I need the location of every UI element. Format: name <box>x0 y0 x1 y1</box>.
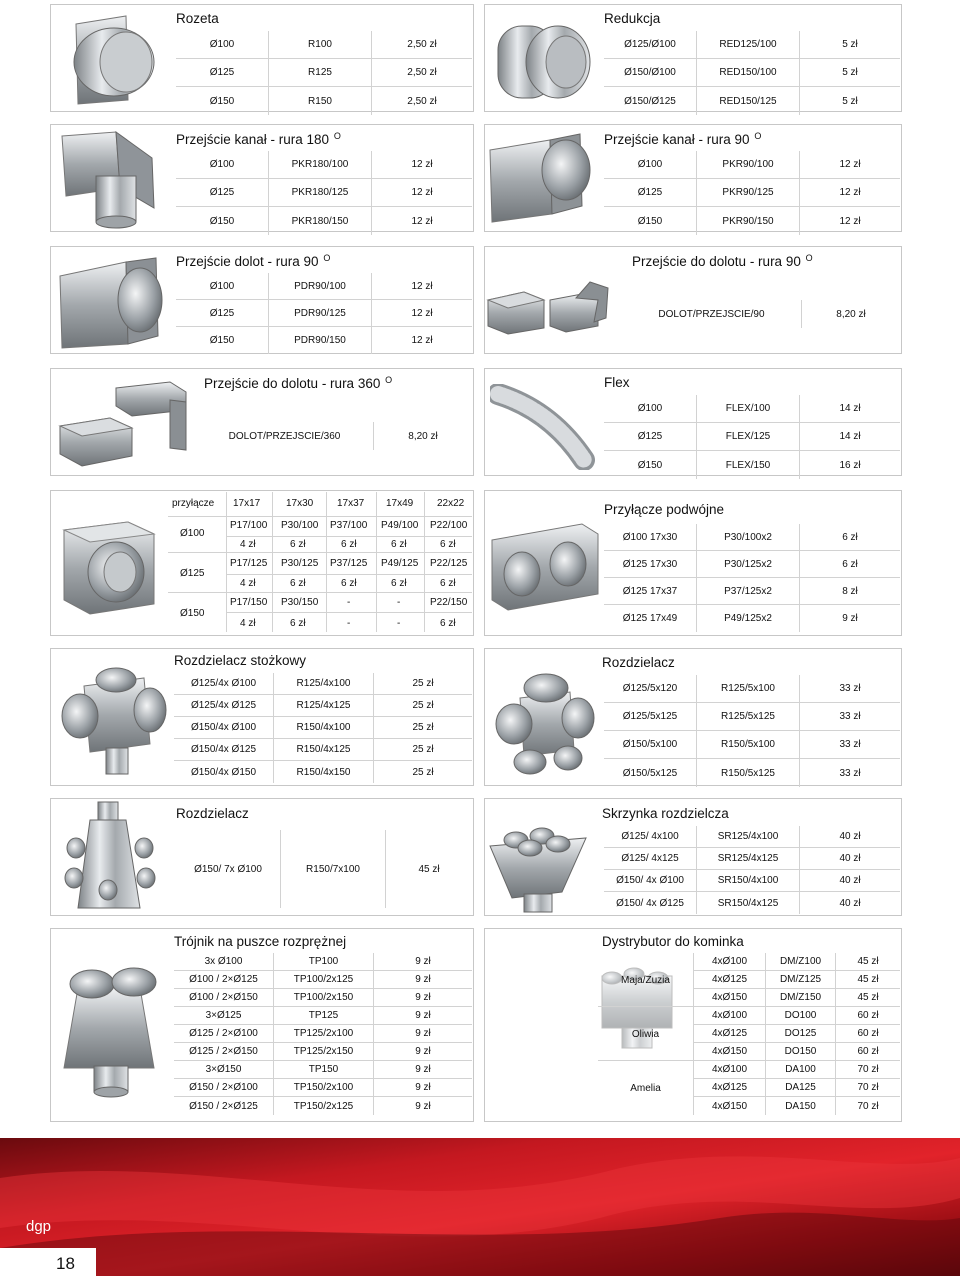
pdr90-cell: PDR90/150 <box>269 327 372 354</box>
pkr180-cell: PKR180/125 <box>269 179 372 206</box>
przylacze-col-header: 17x17 <box>233 498 261 509</box>
dystrybutor-cell: DM/Z150 <box>766 989 836 1006</box>
page-number: 18 <box>0 1248 96 1276</box>
dystrybutor-cell: 45 zł <box>857 992 879 1003</box>
pkr90-table <box>604 151 900 235</box>
przylacze-group-label: Ø125 <box>180 568 205 579</box>
trojnik-cell: Ø125 / 2×Ø150 <box>174 1043 274 1060</box>
rozdzielacz-image <box>488 658 600 780</box>
dystrybutor-group-spacer <box>598 953 694 971</box>
przylacze-col-header: 17x49 <box>386 498 414 509</box>
podwojne-title: Przyłącze podwójne <box>604 502 725 517</box>
pkr90-cell: Ø150 <box>604 207 697 235</box>
dystrybutor-cell: 45 zł <box>836 971 900 989</box>
trojnik-cell: 3x Ø100 <box>174 953 274 970</box>
rozdzielacz-cell: R125/5x125 <box>697 703 800 730</box>
trojnik-title: Trójnik na puszce rozprężnej <box>174 934 347 949</box>
trojnik-cell: TP150/2x125 <box>274 1097 374 1115</box>
dolot360-price: 8,20 zł <box>408 430 438 442</box>
trojnik-cell: 9 zł <box>415 956 431 967</box>
dystrybutor-cell: DA125 <box>766 1079 836 1097</box>
pkr180-cell: PKR180/150 <box>269 207 372 235</box>
stozkowy-cell: 25 zł <box>412 722 434 733</box>
podwojne-cell: 6 zł <box>842 558 858 570</box>
pkr180-cell: Ø100 <box>176 151 269 178</box>
trojnik-image <box>54 948 170 1108</box>
przylacze-col-header: 17x37 <box>337 498 365 509</box>
rozeta-table <box>176 31 472 115</box>
pkr90-image <box>486 130 598 226</box>
redukcja-image <box>488 14 598 108</box>
trojnik-cell: 9 zł <box>415 974 431 985</box>
stozkowy-cell: Ø125/4x Ø100 <box>174 673 274 694</box>
stozkowy-cell: Ø150/4x Ø100 <box>174 717 274 738</box>
dystrybutor-cell: 70 zł <box>836 1061 900 1079</box>
trojnik-cell: 9 zł <box>415 1028 431 1039</box>
rozeta-title: Rozeta <box>176 11 219 26</box>
pkr180-cell: 12 zł <box>411 215 433 227</box>
redukcja-cell: 5 zł <box>842 67 858 78</box>
dystrybutor-cell: DM/Z100 <box>766 953 836 971</box>
stozkowy-cell: R150/4x150 <box>274 761 374 783</box>
rozdzielacz7-title: Rozdzielacz <box>176 806 249 821</box>
skrzynka-cell: SR150/4x125 <box>697 892 800 914</box>
przylacze-price: 4 zł <box>240 618 256 629</box>
przylacze-price: 6 zł <box>290 578 306 589</box>
rozdzielacz-cell: R125/5x100 <box>697 675 800 702</box>
redukcja-cell: RED125/100 <box>697 31 800 58</box>
pkr180-image <box>56 130 168 230</box>
rozeta-cell: Ø150 <box>176 87 269 115</box>
trojnik-cell: TP125/2x100 <box>274 1025 374 1042</box>
dystrybutor-cell: 4xØ125 <box>694 971 766 989</box>
dystrybutor-table <box>598 953 900 1115</box>
flex-cell: Ø125 <box>604 423 697 450</box>
trojnik-cell: 9 zł <box>415 1010 431 1021</box>
przylacze-price: 6 zł <box>290 539 306 550</box>
stozkowy-cell: Ø150/4x Ø125 <box>174 739 274 760</box>
pdr90-title-text: Przejście dolot - rura 90 <box>176 254 319 269</box>
rozeta-cell: R125 <box>269 59 372 86</box>
przylacze-price: 6 zł <box>341 539 357 550</box>
redukcja-cell: 5 zł <box>842 95 858 107</box>
przylacze-price: 4 zł <box>240 539 256 550</box>
trojnik-table <box>174 953 472 1115</box>
rozeta-cell: R150 <box>269 87 372 115</box>
dolot90-title <box>632 253 813 269</box>
pkr180-cell: Ø150 <box>176 207 269 235</box>
przylacze-price: 4 zł <box>240 578 256 589</box>
dystrybutor-cell: 60 zł <box>836 1025 900 1043</box>
przylacze-col-header: 22x22 <box>437 498 465 509</box>
rozdzielacz-cell: Ø125/5x125 <box>604 703 697 730</box>
rozeta-cell: 2,50 zł <box>407 95 437 107</box>
przylacze-price: 6 zł <box>391 578 407 589</box>
dolot360-table <box>196 422 472 450</box>
podwojne-cell: P37/125x2 <box>697 578 800 604</box>
flex-cell: FLEX/100 <box>697 395 800 422</box>
dystrybutor-cell: DO100 <box>766 1007 836 1025</box>
trojnik-cell: 9 zł <box>415 1064 431 1075</box>
trojnik-cell: 9 zł <box>415 1082 431 1093</box>
pdr90-cell: 12 zł <box>411 307 433 319</box>
rozdzielacz-cell: 33 zł <box>839 739 861 750</box>
dystrybutor-cell: DO150 <box>766 1043 836 1060</box>
trojnik-cell: TP125/2x150 <box>274 1043 374 1060</box>
dystrybutor-cell: 4xØ125 <box>694 1079 766 1097</box>
footer-banner <box>0 1138 960 1276</box>
stozkowy-table <box>174 673 472 783</box>
flex-table <box>604 395 900 479</box>
dystrybutor-group-spacer <box>598 1007 694 1025</box>
rozdzielacz7-image <box>60 800 160 916</box>
rozdzielacz-cell: 33 zł <box>839 767 861 779</box>
pdr90-cell: Ø100 <box>176 273 269 299</box>
stozkowy-cell: R125/4x125 <box>274 695 374 716</box>
pdr90-cell: 12 zł <box>411 335 433 346</box>
pdr90-cell: PDR90/100 <box>269 273 372 299</box>
pkr180-cell: 12 zł <box>411 159 433 170</box>
dolot90-table <box>622 300 900 328</box>
przylacze-code: P22/100 <box>430 520 468 531</box>
podwojne-cell: 6 zł <box>842 531 858 543</box>
pkr90-cell: PKR90/125 <box>697 179 800 206</box>
stozkowy-cell: 25 zł <box>412 766 434 778</box>
stozkowy-cell: 25 zł <box>412 678 434 689</box>
trojnik-cell: 3×Ø150 <box>174 1061 274 1078</box>
pdr90-cell: Ø150 <box>176 327 269 354</box>
skrzynka-cell: Ø150/ 4x Ø125 <box>604 892 697 914</box>
stozkowy-cell: Ø150/4x Ø150 <box>174 761 274 783</box>
przylacze-price: 6 zł <box>440 578 456 589</box>
skrzynka-cell: Ø125/ 4x100 <box>604 826 697 847</box>
pkr90-cell: Ø100 <box>604 151 697 178</box>
skrzynka-cell: SR125/4x125 <box>697 848 800 869</box>
dystrybutor-cell: 4xØ125 <box>694 1025 766 1043</box>
dystrybutor-cell: 60 zł <box>857 1046 879 1057</box>
flex-cell: 14 zł <box>839 431 861 442</box>
rozdzielacz-table <box>604 675 900 787</box>
przylacze-code: P22/125 <box>430 558 468 569</box>
degree-sign: O <box>754 131 762 141</box>
przylacze-col-header: 17x30 <box>286 498 314 509</box>
footer-brand: dgp <box>26 1218 52 1235</box>
podwojne-cell: Ø125 17x49 <box>604 605 697 632</box>
flex-title: Flex <box>604 375 630 390</box>
pdr90-cell: PDR90/125 <box>269 300 372 326</box>
przylacze-image <box>58 520 166 618</box>
dystrybutor-cell: 4xØ150 <box>694 1097 766 1115</box>
dystrybutor-title: Dystrybutor do kominka <box>602 934 744 949</box>
przylacze-code: P37/100 <box>330 520 368 531</box>
dystrybutor-cell: 4xØ150 <box>694 989 766 1006</box>
przylacze-group-label: Ø150 <box>180 608 205 619</box>
przylacze-code: P37/125 <box>330 558 368 569</box>
przylacze-code: P22/150 <box>430 597 468 608</box>
przylacze-price: 6 zł <box>391 539 407 550</box>
przylacze-code: P30/150 <box>281 597 319 608</box>
trojnik-cell: Ø100 / 2×Ø150 <box>174 989 274 1006</box>
przylacze-code: P17/150 <box>230 597 268 608</box>
dystrybutor-cell: 4xØ100 <box>694 1061 766 1079</box>
redukcja-cell: RED150/125 <box>697 87 800 115</box>
pkr90-cell: PKR90/100 <box>697 151 800 178</box>
pkr180-title-text: Przejście kanał - rura 180 <box>176 132 330 147</box>
podwojne-cell: P30/100x2 <box>697 524 800 550</box>
skrzynka-cell: Ø125/ 4x125 <box>604 848 697 869</box>
dystrybutor-cell: 70 zł <box>836 1079 900 1097</box>
stozkowy-cell: R125/4x100 <box>274 673 374 694</box>
pdr90-cell: 12 zł <box>411 280 433 292</box>
skrzynka-cell: SR150/4x100 <box>697 870 800 891</box>
podwojne-cell: P30/125x2 <box>697 551 800 577</box>
rozdzielacz7-cell: Ø150/ 7x Ø100 <box>176 830 281 908</box>
przylacze-group-label: Ø100 <box>180 528 205 539</box>
pkr180-title <box>176 131 341 147</box>
stozkowy-cell: Ø125/4x Ø125 <box>174 695 274 716</box>
rozdzielacz-cell: 33 zł <box>839 683 861 694</box>
trojnik-cell: TP100/2x150 <box>274 989 374 1006</box>
dystrybutor-group-label: Oliwia <box>598 1025 694 1043</box>
podwojne-table <box>604 524 900 632</box>
degree-sign: O <box>323 253 331 263</box>
rozdzielacz7-cell: 45 zł <box>418 863 440 875</box>
stozkowy-image <box>54 656 170 778</box>
pkr90-cell: PKR90/150 <box>697 207 800 235</box>
skrzynka-cell: SR125/4x100 <box>697 826 800 847</box>
dolot360-code: DOLOT/PRZEJSCIE/360 <box>196 422 374 450</box>
przylacze-code: P49/125 <box>381 558 419 569</box>
dolot90-title-text: Przejście do dolotu - rura 90 <box>632 254 801 269</box>
przylacze-code: P30/100 <box>281 520 319 531</box>
dolot360-title-text: Przejście do dolotu - rura 360 <box>204 376 381 391</box>
skrzynka-cell: 40 zł <box>839 897 861 909</box>
trojnik-cell: TP150/2x100 <box>274 1079 374 1096</box>
rozeta-cell: 2,50 zł <box>407 67 437 78</box>
pkr180-cell: 12 zł <box>411 187 433 198</box>
dystrybutor-group-label: Maja/Zuzia <box>598 971 694 989</box>
redukcja-cell: Ø125/Ø100 <box>604 31 697 58</box>
skrzynka-cell: 40 zł <box>839 853 861 864</box>
flex-cell: Ø100 <box>604 395 697 422</box>
skrzynka-cell: Ø150/ 4x Ø100 <box>604 870 697 891</box>
dolot90-image <box>486 278 612 338</box>
redukcja-cell: RED150/100 <box>697 59 800 86</box>
trojnik-cell: Ø150 / 2×Ø125 <box>174 1097 274 1115</box>
trojnik-cell: Ø150 / 2×Ø100 <box>174 1079 274 1096</box>
dystrybutor-group-spacer <box>598 1061 694 1079</box>
stozkowy-cell: 25 zł <box>412 700 434 711</box>
przylacze-price: 6 zł <box>290 618 306 629</box>
trojnik-cell: Ø100 / 2×Ø125 <box>174 971 274 988</box>
dystrybutor-cell: 4xØ150 <box>694 1043 766 1060</box>
dolot360-image <box>56 380 192 470</box>
podwojne-cell: Ø100 17x30 <box>604 524 697 550</box>
podwojne-cell: 8 zł <box>842 585 858 597</box>
rozdzielacz7-cell: R150/7x100 <box>281 830 386 908</box>
redukcja-cell: Ø150/Ø125 <box>604 87 697 115</box>
degree-sign: O <box>333 131 341 141</box>
redukcja-title: Redukcja <box>604 11 661 26</box>
dystrybutor-cell: 60 zł <box>836 1007 900 1025</box>
przylacze-code: P30/125 <box>281 558 319 569</box>
redukcja-cell: 5 zł <box>842 39 858 50</box>
rozdzielacz-cell: Ø150/5x100 <box>604 731 697 758</box>
dolot360-title <box>204 375 392 391</box>
flex-cell: FLEX/150 <box>697 451 800 479</box>
pkr90-title-text: Przejście kanał - rura 90 <box>604 132 750 147</box>
pkr90-cell: Ø125 <box>604 179 697 206</box>
pkr180-cell: PKR180/100 <box>269 151 372 178</box>
pkr180-table <box>176 151 472 235</box>
dolot90-price: 8,20 zł <box>836 308 866 320</box>
stozkowy-cell: R150/4x100 <box>274 717 374 738</box>
pdr90-image <box>56 254 168 352</box>
trojnik-cell: 9 zł <box>415 1046 431 1057</box>
rozeta-cell: 2,50 zł <box>407 39 437 50</box>
rozdzielacz-cell: Ø150/5x125 <box>604 759 697 787</box>
trojnik-cell: Ø125 / 2×Ø100 <box>174 1025 274 1042</box>
dystrybutor-cell: DO125 <box>766 1025 836 1043</box>
skrzynka-table <box>604 826 900 914</box>
dystrybutor-group-label: Amelia <box>598 1079 694 1097</box>
flex-cell: Ø150 <box>604 451 697 479</box>
przylacze-code: P49/100 <box>381 520 419 531</box>
dystrybutor-group-spacer <box>598 1043 694 1060</box>
pdr90-title <box>176 253 330 269</box>
podwojne-image <box>488 522 602 614</box>
degree-sign: O <box>805 253 813 263</box>
pkr90-title <box>604 131 761 147</box>
przylacze-price: 6 zł <box>440 539 456 550</box>
rozeta-cell: Ø100 <box>176 31 269 58</box>
podwojne-cell: 9 zł <box>842 613 858 624</box>
dystrybutor-cell: 45 zł <box>836 953 900 971</box>
przylacze-code: P17/100 <box>230 520 268 531</box>
skrzynka-cell: 40 zł <box>839 875 861 886</box>
dystrybutor-cell: DA100 <box>766 1061 836 1079</box>
dystrybutor-cell: 4xØ100 <box>694 1007 766 1025</box>
przylacze-price: - <box>397 618 401 629</box>
dystrybutor-group-spacer <box>598 1097 694 1115</box>
redukcja-table <box>604 31 900 115</box>
dystrybutor-cell: DM/Z125 <box>766 971 836 989</box>
pkr90-cell: 12 zł <box>839 159 861 170</box>
degree-sign: O <box>385 375 393 385</box>
flex-image <box>490 384 600 470</box>
trojnik-cell: TP125 <box>274 1007 374 1024</box>
rozdzielacz-cell: 33 zł <box>839 711 861 722</box>
rozeta-image <box>56 14 168 106</box>
pkr90-cell: 12 zł <box>839 187 861 198</box>
stozkowy-cell: R150/4x125 <box>274 739 374 760</box>
flex-cell: 16 zł <box>839 459 861 471</box>
dystrybutor-group-spacer <box>598 989 694 1006</box>
podwojne-cell: P49/125x2 <box>697 605 800 632</box>
stozkowy-cell: 25 zł <box>412 744 434 755</box>
skrzynka-title: Skrzynka rozdzielcza <box>602 806 729 821</box>
przylacze-corner: przyłącze <box>172 498 215 509</box>
rozdzielacz7-table <box>176 830 472 908</box>
stozkowy-title: Rozdzielacz stożkowy <box>174 653 307 668</box>
rozdzielacz-cell: Ø125/5x120 <box>604 675 697 702</box>
pdr90-table <box>176 273 472 354</box>
flex-cell: 14 zł <box>839 403 861 414</box>
trojnik-cell: 3×Ø125 <box>174 1007 274 1024</box>
flex-cell: FLEX/125 <box>697 423 800 450</box>
dystrybutor-cell: 70 zł <box>857 1100 879 1112</box>
redukcja-cell: Ø150/Ø100 <box>604 59 697 86</box>
skrzynka-cell: 40 zł <box>839 831 861 842</box>
rozdzielacz-title: Rozdzielacz <box>602 655 675 670</box>
przylacze-code: - <box>347 597 351 608</box>
trojnik-cell: TP150 <box>274 1061 374 1078</box>
dolot90-code: DOLOT/PRZEJSCIE/90 <box>622 300 802 328</box>
trojnik-cell: TP100/2x125 <box>274 971 374 988</box>
dystrybutor-cell: 4xØ100 <box>694 953 766 971</box>
pkr90-cell: 12 zł <box>839 215 861 227</box>
trojnik-cell: 9 zł <box>415 992 431 1003</box>
rozeta-cell: R100 <box>269 31 372 58</box>
skrzynka-image <box>486 818 598 916</box>
przylacze-price: - <box>347 618 351 629</box>
rozeta-cell: Ø125 <box>176 59 269 86</box>
przylacze-code: - <box>397 597 401 608</box>
rozdzielacz-cell: R150/5x100 <box>697 731 800 758</box>
trojnik-cell: TP100 <box>274 953 374 970</box>
przylacze-price: 6 zł <box>440 618 456 629</box>
trojnik-cell: 9 zł <box>415 1100 431 1112</box>
przylacze-price: 6 zł <box>341 578 357 589</box>
pdr90-cell: Ø125 <box>176 300 269 326</box>
podwojne-cell: Ø125 17x30 <box>604 551 697 577</box>
przylacze-code: P17/125 <box>230 558 268 569</box>
pkr180-cell: Ø125 <box>176 179 269 206</box>
dystrybutor-cell: DA150 <box>766 1097 836 1115</box>
podwojne-cell: Ø125 17x37 <box>604 578 697 604</box>
rozdzielacz-cell: R150/5x125 <box>697 759 800 787</box>
